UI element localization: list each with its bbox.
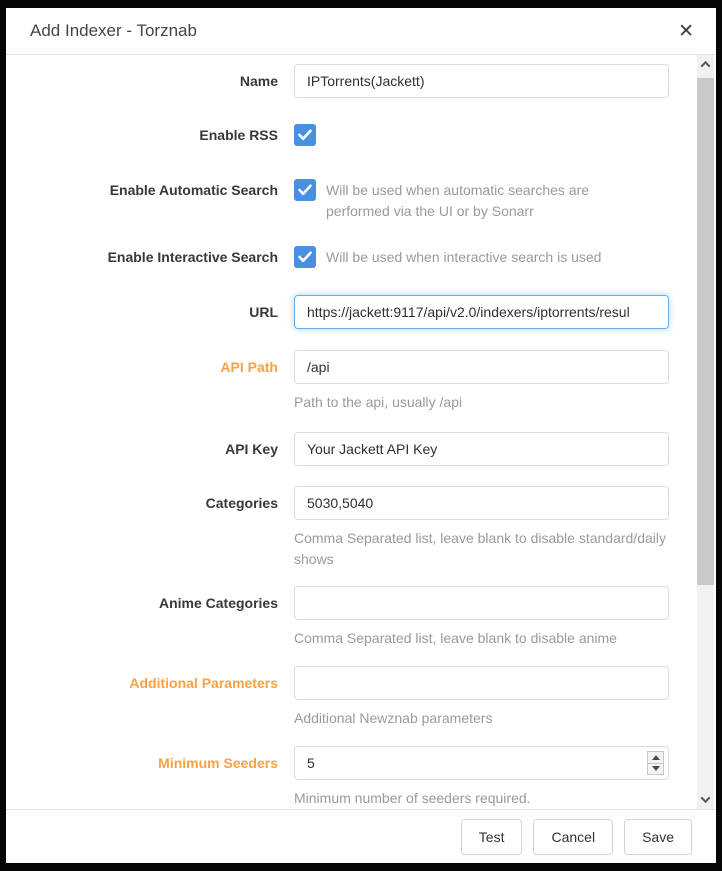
url-input[interactable] [294, 295, 669, 329]
number-stepper [647, 751, 664, 775]
dialog-title: Add Indexer - Torznab [30, 21, 197, 40]
form-row-name [6, 64, 676, 98]
anime-categories-label: Anime Categories [158, 595, 278, 611]
additional-parameters-help: Additional Newznab parameters [294, 710, 493, 726]
minimum-seeders-label: Minimum Seeders [158, 755, 278, 771]
name-label: Name [239, 73, 278, 89]
enable-interactive-search-checkbox[interactable] [294, 246, 316, 268]
form-row-enable-automatic-search [6, 179, 676, 222]
form-row-additional-parameters [6, 666, 676, 729]
additional-parameters-label: Additional Parameters [129, 675, 278, 691]
test-button[interactable]: Test [461, 819, 523, 855]
scroll-up-button[interactable] [697, 56, 714, 73]
form-row-categories [6, 486, 676, 570]
api-path-input[interactable] [294, 350, 669, 384]
form-row-api-path [6, 350, 676, 413]
url-label: URL [249, 304, 278, 320]
stepper-down-button[interactable] [648, 763, 663, 775]
checkmark-icon [298, 251, 312, 263]
dialog-header [6, 8, 716, 55]
name-input[interactable] [294, 64, 669, 98]
enable-automatic-search-checkbox[interactable] [294, 179, 316, 201]
scrollbar-thumb[interactable] [697, 78, 714, 585]
stepper-up-button[interactable] [648, 752, 663, 763]
enable-rss-checkbox[interactable] [294, 124, 316, 146]
anime-categories-input[interactable] [294, 586, 669, 620]
form-row-minimum-seeders [6, 746, 676, 809]
form-row-anime-categories [6, 586, 676, 649]
form-row-enable-rss [6, 124, 676, 146]
chevron-down-icon [701, 793, 711, 803]
enable-interactive-search-label: Enable Interactive Search [107, 249, 278, 265]
api-key-label: API Key [225, 441, 278, 457]
minimum-seeders-help: Minimum number of seeders required. [294, 790, 531, 806]
enable-rss-label: Enable RSS [199, 127, 278, 143]
form-row-url [6, 295, 676, 329]
additional-parameters-input[interactable] [294, 666, 669, 700]
minimum-seeders-input[interactable] [294, 746, 669, 780]
chevron-up-icon [701, 61, 711, 71]
close-icon[interactable]: ✕ [678, 20, 694, 42]
enable-automatic-search-help: Will be used when automatic searches are performed via the UI or by Sonarr [326, 182, 590, 219]
save-button[interactable]: Save [624, 819, 692, 855]
checkmark-icon [298, 184, 312, 196]
arrow-down-icon [652, 766, 660, 771]
form-row-api-key [6, 432, 676, 466]
add-indexer-dialog [6, 8, 716, 863]
api-key-input[interactable] [294, 432, 669, 466]
vertical-scrollbar[interactable] [697, 55, 714, 809]
cancel-button[interactable]: Cancel [533, 819, 613, 855]
arrow-up-icon [652, 755, 660, 760]
categories-input[interactable] [294, 486, 669, 520]
form-row-enable-interactive-search [6, 246, 676, 268]
categories-help: Comma Separated list, leave blank to disable standard/daily shows [294, 530, 666, 567]
checkmark-icon [298, 129, 312, 141]
dialog-footer [6, 809, 716, 863]
enable-interactive-search-help: Will be used when interactive search is used [326, 249, 602, 265]
scroll-down-button[interactable] [697, 791, 714, 808]
api-path-label: API Path [220, 359, 278, 375]
enable-automatic-search-label: Enable Automatic Search [109, 182, 278, 198]
api-path-help: Path to the api, usually /api [294, 394, 463, 410]
indexer-form [6, 64, 716, 809]
categories-label: Categories [205, 495, 278, 511]
anime-categories-help: Comma Separated list, leave blank to disable anime [294, 630, 617, 646]
dialog-body [6, 55, 716, 809]
